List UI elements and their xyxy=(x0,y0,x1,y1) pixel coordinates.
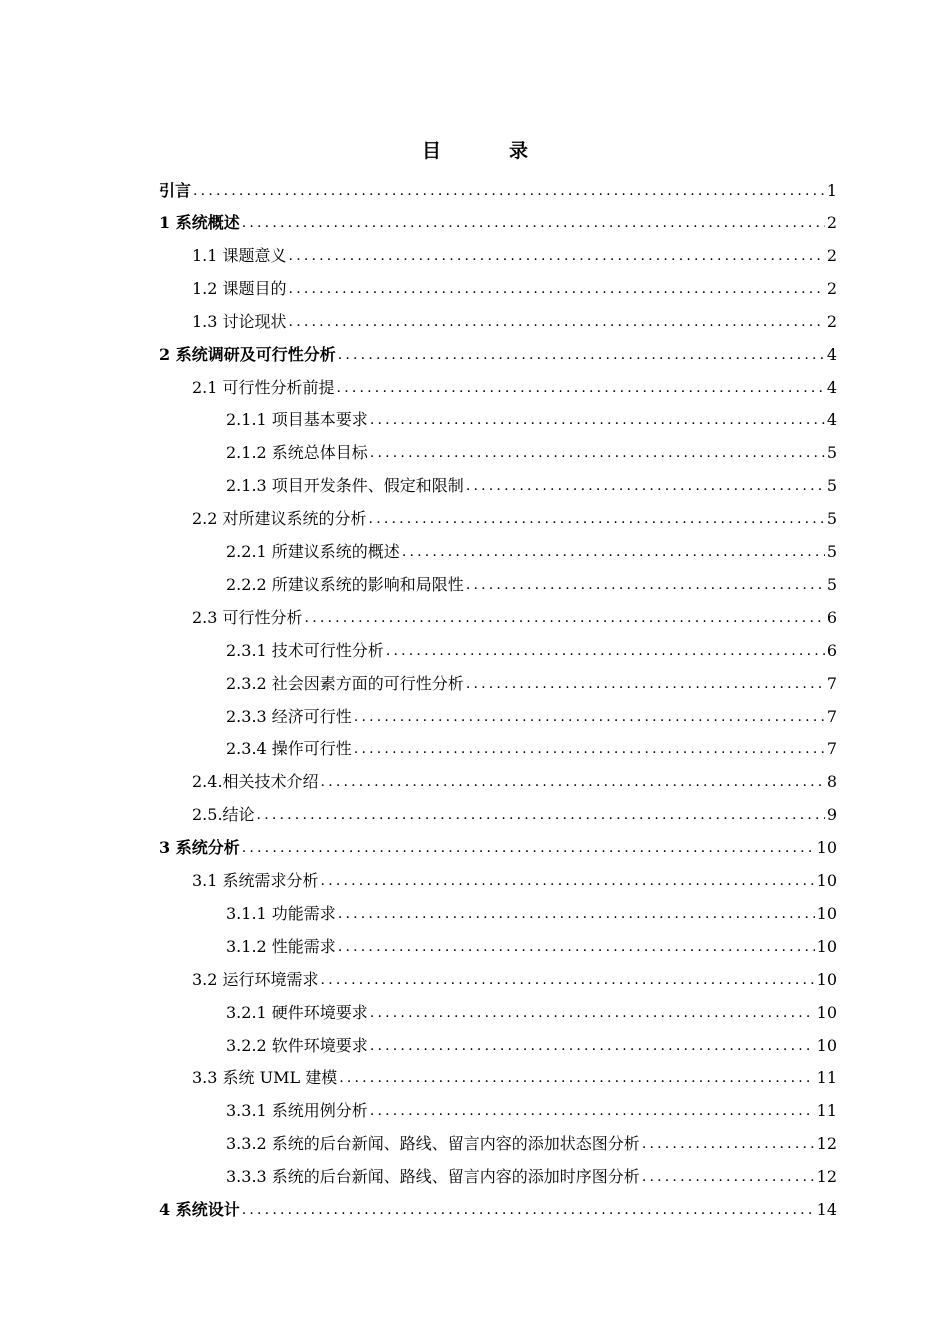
toc-leader-dots xyxy=(257,800,825,830)
toc-entry-page-number: 10 xyxy=(816,1002,837,1022)
toc-title-char-1: 目 xyxy=(421,140,441,162)
toc-leader-dots xyxy=(289,307,825,337)
toc-leader-dots xyxy=(402,537,825,567)
toc-entry[interactable] xyxy=(192,800,837,830)
toc-entry-page-number: 5 xyxy=(826,443,837,463)
toc-entry-page-number: 2 xyxy=(826,213,837,232)
toc-leader-dots xyxy=(642,1162,815,1192)
toc-leader-dots xyxy=(321,767,825,797)
toc-leader-dots xyxy=(289,241,825,271)
toc-entry[interactable] xyxy=(226,734,837,764)
toc-entry[interactable] xyxy=(192,373,837,403)
toc-leader-dots xyxy=(242,1195,815,1225)
toc-entry-title: 引言 xyxy=(159,181,192,200)
toc-leader-dots xyxy=(338,340,825,370)
toc-entry-page-number: 12 xyxy=(816,1167,837,1187)
toc-leader-dots xyxy=(305,603,825,633)
toc-entry-title: 4 系统设计 xyxy=(159,1200,240,1219)
toc-title xyxy=(0,136,950,163)
toc-entry-page-number: 7 xyxy=(826,673,837,693)
toc-entry-page-number: 11 xyxy=(816,1101,837,1121)
toc-leader-dots xyxy=(339,1063,814,1093)
toc-entry-title: 1.3 讨论现状 xyxy=(192,311,287,331)
toc-entry[interactable] xyxy=(159,833,837,863)
toc-entry[interactable] xyxy=(159,208,837,238)
toc-entry-page-number: 10 xyxy=(816,1035,837,1055)
toc-entry-title: 2.1.3 项目开发条件、假定和限制 xyxy=(226,476,464,496)
toc-entry[interactable] xyxy=(192,1063,837,1093)
toc-entry[interactable] xyxy=(226,471,837,501)
toc-entry[interactable] xyxy=(226,899,837,929)
toc-entry-title: 3.1 系统需求分析 xyxy=(192,871,319,890)
toc-leader-dots xyxy=(642,1129,815,1159)
toc-leader-dots xyxy=(338,899,815,929)
toc-entry[interactable] xyxy=(226,702,837,732)
toc-entry[interactable] xyxy=(192,241,837,271)
toc-entry[interactable] xyxy=(226,932,837,962)
toc-entry-title: 3.2.2 软件环境要求 xyxy=(226,1035,368,1055)
toc-entry[interactable] xyxy=(226,998,837,1028)
toc-entry-title: 3.2 运行环境需求 xyxy=(192,969,319,989)
toc-entry-page-number: 10 xyxy=(816,838,837,858)
toc-entry[interactable] xyxy=(159,340,837,370)
toc-leader-dots xyxy=(370,1096,815,1126)
toc-entry-title: 3.3.1 系统用例分析 xyxy=(226,1101,368,1121)
toc-entry[interactable] xyxy=(192,965,837,995)
toc-entry[interactable] xyxy=(226,1096,837,1126)
toc-entry[interactable] xyxy=(226,636,837,666)
toc-entry-title: 3 系统分析 xyxy=(159,838,240,858)
toc-entry[interactable] xyxy=(226,570,837,600)
toc-leader-dots xyxy=(193,176,825,206)
toc-entry-title: 2.4.相关技术介绍 xyxy=(192,772,319,792)
toc-leader-dots xyxy=(466,570,825,600)
toc-entry-title: 2.1 可行性分析前提 xyxy=(192,377,335,397)
toc-entry-title: 3.3.2 系统的后台新闻、路线、留言内容的添加状态图分析 xyxy=(226,1134,640,1154)
toc-entry[interactable] xyxy=(192,307,837,337)
toc-entry-title: 2.5.结论 xyxy=(192,805,255,825)
toc-entry-page-number: 14 xyxy=(816,1200,837,1219)
toc-entry-page-number: 10 xyxy=(816,969,837,989)
toc-leader-dots xyxy=(386,636,825,666)
toc-leader-dots xyxy=(370,438,825,468)
toc-entry[interactable] xyxy=(226,438,837,468)
toc-leader-dots xyxy=(338,932,815,962)
toc-entry-title: 2.3.3 经济可行性 xyxy=(226,706,352,726)
toc-entry-page-number: 5 xyxy=(826,476,837,496)
toc-leader-dots xyxy=(369,504,825,534)
toc-entry-page-number: 10 xyxy=(816,936,837,956)
toc-entry[interactable] xyxy=(226,405,837,435)
toc-entry-title: 2.3.1 技术可行性分析 xyxy=(226,640,384,660)
toc-entry-title: 3.2.1 硬件环境要求 xyxy=(226,1002,368,1022)
toc-entry-title: 1.2 课题目的 xyxy=(192,278,287,298)
toc-leader-dots xyxy=(466,669,825,699)
toc-entry-page-number: 9 xyxy=(826,805,837,825)
toc-entry-page-number: 2 xyxy=(826,245,837,265)
toc-entry-page-number: 7 xyxy=(826,706,837,726)
toc-leader-dots xyxy=(242,208,825,238)
toc-entry-title: 2.3.4 操作可行性 xyxy=(226,739,352,759)
toc-entry-title: 2.1.1 项目基本要求 xyxy=(226,410,368,430)
toc-entry-title: 2.1.2 系统总体目标 xyxy=(226,443,368,463)
toc-entry-page-number: 5 xyxy=(826,542,837,561)
toc-entry-page-number: 2 xyxy=(826,311,837,331)
toc-entry-page-number: 4 xyxy=(826,344,837,364)
toc-entry-title: 2.3.2 社会因素方面的可行性分析 xyxy=(226,673,464,693)
toc-leader-dots xyxy=(321,965,815,995)
toc-leader-dots xyxy=(370,405,825,435)
toc-entry-page-number: 5 xyxy=(826,509,837,529)
toc-leader-dots xyxy=(354,734,825,764)
toc-entry-page-number: 10 xyxy=(816,871,837,890)
toc-entry[interactable] xyxy=(226,1031,837,1061)
toc-entry-title: 1 系统概述 xyxy=(159,213,240,232)
toc-entry-title: 1.1 课题意义 xyxy=(192,245,287,265)
toc-entry-title: 3.1.1 功能需求 xyxy=(226,903,336,923)
toc-entry[interactable] xyxy=(159,1195,837,1225)
toc-entry-title: 2.2 对所建议系统的分析 xyxy=(192,509,367,529)
toc-leader-dots xyxy=(466,471,825,501)
toc-entry[interactable] xyxy=(192,866,837,896)
toc-entry-title: 2 系统调研及可行性分析 xyxy=(159,344,336,364)
toc-entry-page-number: 6 xyxy=(826,640,837,660)
toc-entry-page-number: 10 xyxy=(816,903,837,923)
toc-entry-title: 3.3 系统 UML 建模 xyxy=(192,1068,338,1088)
toc-leader-dots xyxy=(289,274,825,304)
toc-leader-dots xyxy=(370,998,815,1028)
toc-entry[interactable] xyxy=(192,274,837,304)
toc-entry-title: 2.2.1 所建议系统的概述 xyxy=(226,542,400,561)
toc-entry[interactable] xyxy=(159,176,837,206)
toc-entry-page-number: 8 xyxy=(826,772,837,792)
toc-entry[interactable] xyxy=(192,603,837,633)
toc-leader-dots xyxy=(354,702,825,732)
toc-entry[interactable] xyxy=(226,669,837,699)
toc-entry[interactable] xyxy=(226,537,837,567)
toc-entry-page-number: 7 xyxy=(826,739,837,759)
toc-leader-dots xyxy=(321,866,815,896)
toc-entry-title: 2.2.2 所建议系统的影响和局限性 xyxy=(226,574,464,594)
toc-entry-title: 2.3 可行性分析 xyxy=(192,607,303,627)
toc-entry-page-number: 6 xyxy=(826,607,837,627)
toc-entry-title: 3.1.2 性能需求 xyxy=(226,936,336,956)
toc-leader-dots xyxy=(337,373,825,403)
toc-leader-dots xyxy=(370,1031,815,1061)
toc-entry[interactable] xyxy=(192,767,837,797)
toc-entry-page-number: 5 xyxy=(826,574,837,594)
toc-entry-page-number: 4 xyxy=(826,410,837,430)
toc-entry-page-number: 1 xyxy=(826,181,837,200)
toc-leader-dots xyxy=(242,833,815,863)
toc-entry-page-number: 2 xyxy=(826,278,837,298)
toc-entry-title: 3.3.3 系统的后台新闻、路线、留言内容的添加时序图分析 xyxy=(226,1167,640,1187)
toc-entry-page-number: 11 xyxy=(816,1068,837,1088)
toc-entry-page-number: 4 xyxy=(826,377,837,397)
toc-entry[interactable] xyxy=(226,1162,837,1192)
toc-title-char-2: 录 xyxy=(509,140,529,162)
toc-entry[interactable] xyxy=(192,504,837,534)
toc-entry[interactable] xyxy=(226,1129,837,1159)
toc-entry-page-number: 12 xyxy=(816,1134,837,1154)
